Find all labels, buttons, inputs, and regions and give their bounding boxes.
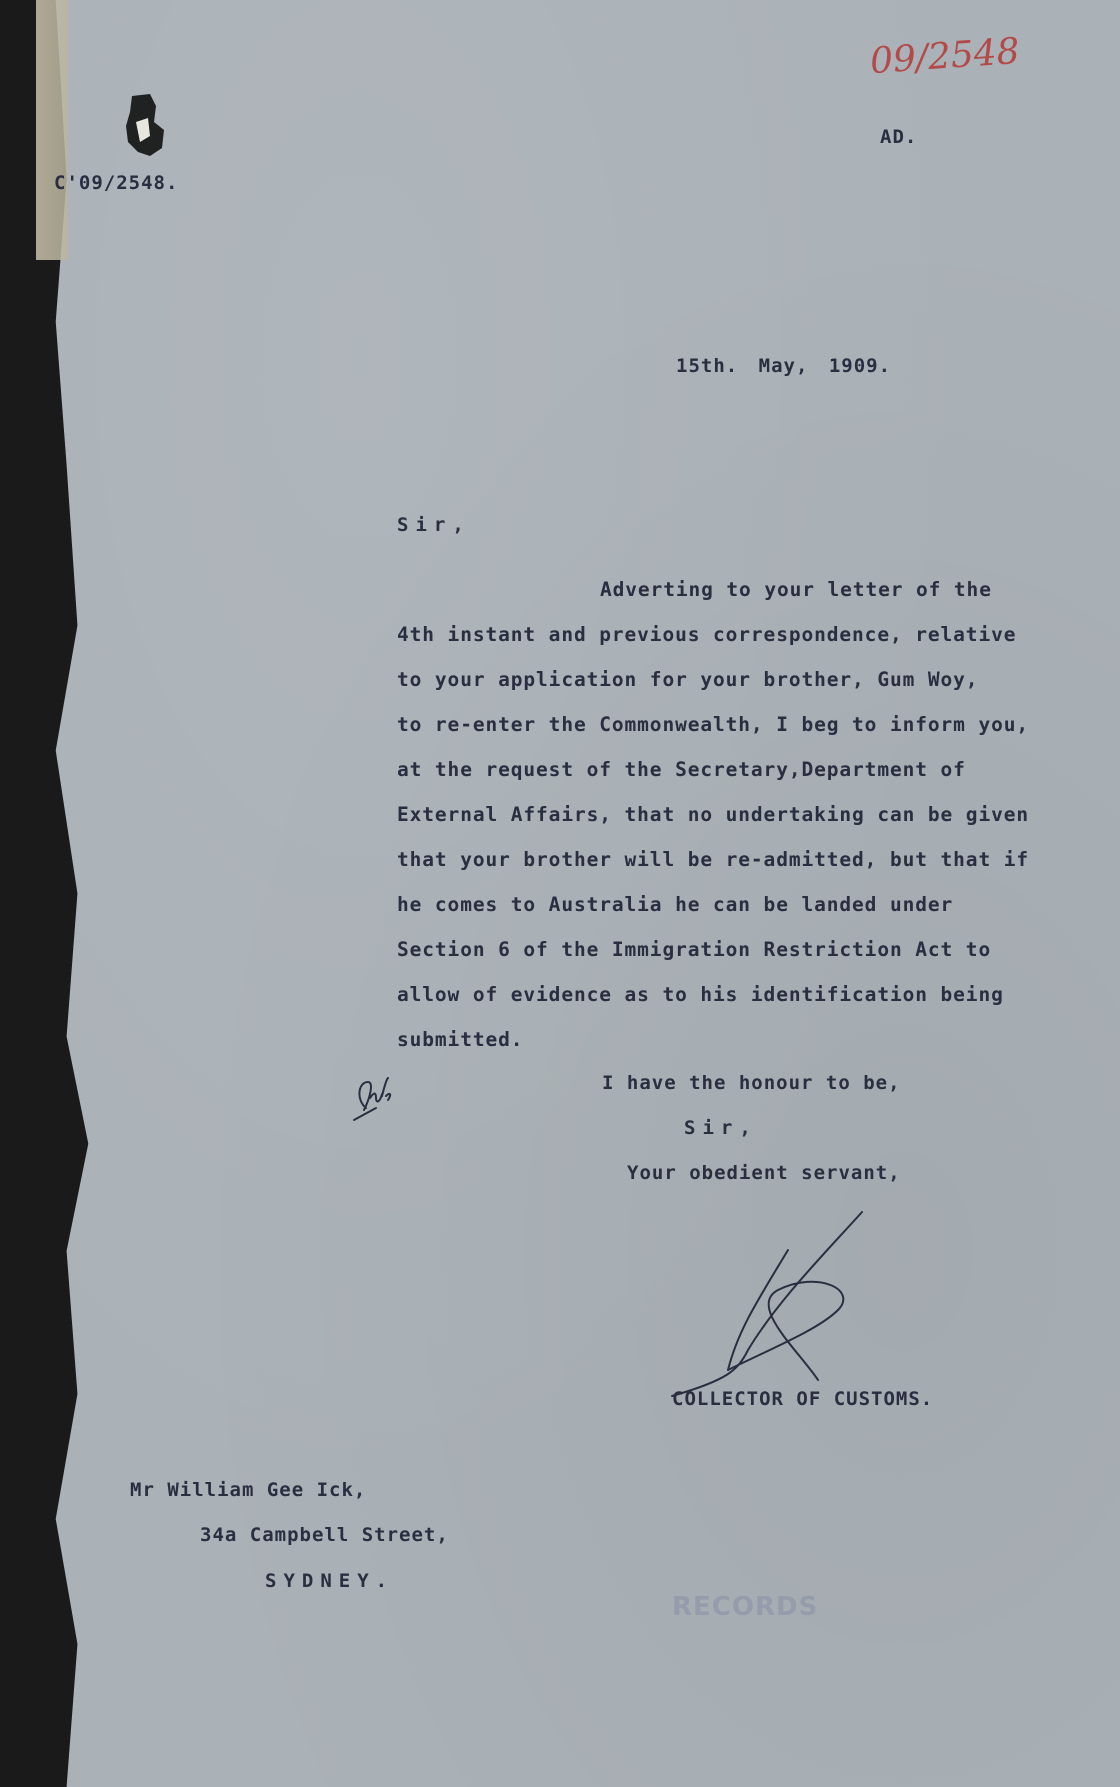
body-line: submitted. xyxy=(397,1028,524,1051)
body-line: to your application for your brother, Gum Woy, xyxy=(397,668,979,691)
handwritten-file-reference: 09/2548 xyxy=(868,30,1021,83)
body-line: 4th instant and previous correspondence, relative xyxy=(397,623,1017,646)
handwritten-initials xyxy=(346,1068,406,1128)
closing-line-1: I have the honour to be, xyxy=(602,1072,901,1094)
letter-date: 15th. May, 1909. xyxy=(676,355,892,377)
paper-edge-strip xyxy=(36,0,68,260)
typed-file-reference: C'09/2548. xyxy=(54,172,179,194)
body-line: he comes to Australia he can be landed under xyxy=(397,893,954,916)
closing-line-3: Your obedient servant, xyxy=(627,1162,901,1184)
addressee-street: 34a Campbell Street, xyxy=(200,1524,449,1546)
signature xyxy=(668,1210,868,1400)
signatory-title: COLLECTOR OF CUSTOMS. xyxy=(672,1388,934,1410)
body-line: Adverting to your letter of the xyxy=(600,578,992,601)
body-line: at the request of the Secretary,Department of xyxy=(397,758,966,781)
body-line: that your brother will be re-admitted, but that if xyxy=(397,848,1029,871)
typed-initials-ad: AD. xyxy=(880,126,918,148)
body-line: External Affairs, that no undertaking can be given xyxy=(397,803,1029,826)
addressee-name: Mr William Gee Ick, xyxy=(130,1479,367,1501)
body-line: to re-enter the Commonwealth, I beg to inform you, xyxy=(397,713,1029,736)
salutation: Sir, xyxy=(397,514,471,536)
body-line: Section 6 of the Immigration Restriction Act to xyxy=(397,938,992,961)
addressee-city: SYDNEY. xyxy=(265,1570,395,1592)
body-line: allow of evidence as to his identification being xyxy=(397,983,1004,1006)
closing-line-2: Sir, xyxy=(684,1117,758,1139)
torn-corner-mark xyxy=(120,92,170,158)
records-stamp: RECORDS xyxy=(672,1592,819,1622)
